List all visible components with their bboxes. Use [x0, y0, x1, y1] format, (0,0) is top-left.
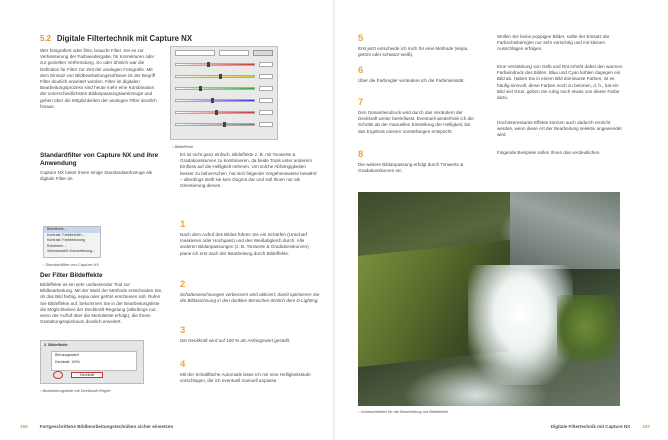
menu-item: Kolorieren… — [47, 243, 67, 248]
step-number: 1 — [180, 219, 186, 230]
yellow-slider — [175, 75, 255, 78]
section-title: Digitale Filtertechnik mit Capture NX — [56, 34, 193, 43]
bearbeitungsliste-screenshot — [40, 340, 144, 384]
step-number: 4 — [180, 359, 186, 370]
red-slider — [175, 63, 255, 66]
intro-paragraph: Wer fotografiert oder filmt, braucht Filter. Sei es zur Verbesserung der Farbwiedergabe, für Korrekturen oder zur gezielten Verfremdung. So oder ähnlich war die Definition für Filter zur Zeit der analogen Fotografie. Mit dem Einsatz von Bildbearbeitungssoftware ist der Begriff Filter deutlich erweitert worden. Filter im digitalen Bearbeitungsprozess sind heute mehr eine Kombination der unterschiedlichsten Bildanpassungswerkzeuge und gehen über die Möglichkeiten der analogen Filter deutlich hinaus. — [40, 48, 157, 109]
menu-caption: ▪ Standardfilter von Capture NX — [43, 262, 99, 267]
filter-menu-screenshot — [43, 226, 101, 258]
magenta-slider — [175, 111, 255, 114]
brightness-slider — [175, 123, 255, 126]
step-text: Nach dem Aufruf des Bildes führen Sie ein Schärfen (Unscharf maskieren oder Hochpass) und des Weißabgleich durch. Alle anderen Bildanpassungen (z. B. Tonwerte & Gradationskurven) plane ich erst nach der Bearbeitung durch Bildeffekte. — [180, 232, 309, 256]
step-number: 3 — [180, 325, 186, 336]
section-heading — [40, 34, 192, 43]
right-column-paragraph: Hochinteressante Effekte können auch dadurch erreicht werden, wenn diese Art der Bearbeitung selektiv angewendet wird. — [497, 120, 622, 138]
method-select — [175, 50, 215, 56]
mid-paragraph: Es ist nicht ganz einfach, Bildeffekte z. B. mit Tonwerte & Gradationskurven zu kombinieren, da beide Tools unter anderem Einfluss auf die Helligkeit nehmen. Um solche Abhängigkeiten besser zu beherrschen, hat sich folgende Vorgehensweise bewährt – allerdings stellt sie kein Dogma dar und soll Ihnen nur als Orientierung dienen. — [180, 152, 317, 189]
preset-select — [219, 50, 249, 56]
menu-item: Kontrast: Farbbetonung — [47, 238, 85, 243]
left-footer — [20, 424, 173, 429]
heading-bildeffekte: Der Filter Bildeffekte — [40, 272, 103, 279]
page-number: 157 — [642, 424, 650, 429]
step-text: Mit der Schaltfläche Automatik lasse ich mir eine Helligkeitsstufe vorschlagen, die ich eventuell manuell anpasse. — [180, 372, 311, 384]
panel-caption: ▪ Bearbeitungsliste mit Deckkraft-Regler — [40, 388, 111, 393]
standardfilter-text: Capture NX bietet Ihnen einige Standardwerkzeuge als digitale Filter an. — [40, 170, 153, 182]
deckkraft-dropdown: Deckkraft — [71, 372, 103, 378]
highlight-circle — [53, 371, 63, 379]
panel-item: Bild ausgewählt — [55, 353, 79, 357]
menu-item: Kontrast: Farbbereich… — [47, 232, 86, 237]
step-text: Erst jetzt entscheide ich mich für eine Methode (sepia, getönt oder schwarz-weiß). — [358, 46, 469, 58]
right-column-paragraph: Folgende Beispiele sollen Ihnen das verdeutlichen. — [497, 150, 601, 155]
page-gutter — [333, 0, 335, 440]
green-slider — [175, 87, 255, 90]
menu-item: Schwarzweiß-Konvertierung… — [47, 249, 96, 254]
waterfall-photo — [358, 192, 620, 406]
photo-caption: ▪ Unbearbeitetet für die Bearbeitung mit Bildeffekte — [358, 409, 448, 414]
panel-title: 2. Bildeffekte — [44, 343, 68, 347]
step-number: 6 — [358, 65, 364, 76]
right-column-paragraph: Wollen Sie keine poppigen Bilder, sollte der Einsatz der Farbschieberegler nur sehr vorsichtig und mit kleinen Ausschlägen erfolgen. — [497, 34, 610, 52]
step-number: 2 — [180, 279, 186, 290]
step-text: Über die Farbregler verändere ich die Farbintensität. — [358, 78, 465, 83]
step-number: 5 — [358, 33, 364, 44]
heading-standardfilter: Standardfilter von Capture NX und ihre Anwendung — [40, 152, 159, 167]
step-text: Die weitere Bildanpassung erfolgt durch Tonwerte & Gradationskurven etc. — [358, 162, 464, 174]
bildeffekte-dialog-screenshot — [170, 46, 278, 140]
right-footer — [551, 424, 650, 429]
panel-item: Deckkraft: 100% — [55, 360, 80, 364]
blue-slider — [175, 99, 255, 102]
running-title: Fortgeschrittene Bildbearbeitungstechniken sicher einsetzen — [39, 424, 174, 429]
auto-button — [253, 50, 273, 56]
running-title: Digitale Filtertechnik mit Capture NX — [550, 424, 631, 429]
bildeffekte-text: Bildeffekte ist ein sehr umfassender Tool zur Bildbearbeitung. Mit der Wahl der Methode entscheiden Sie, ob das Bild farbig, sepia oder getönt erscheinen soll. Rufen Sie Bildeffekte auf, bekommen Sie in der Bearbeitungsliste die Möglichkeiten der Deckkraft-Regelung (allerdings nur, wenn der Aufruf über die Menüleiste erfolgt), die Ihnen Gestaltungsspielraum deutlich erweitert. — [40, 282, 163, 325]
step-text: Den Gesamteindruck wird durch das Verändern der Deckkraft weiter beeinflusst. Eventuell wiederhole ich die Schritte ab der manuellen Einstellung der Helligkeit, bis das Ergebnis meinen Vorstellungen entspricht. — [358, 110, 474, 134]
step-number: 7 — [358, 97, 364, 108]
step-text: Die Deckkraft wird auf 100 % als Anfangswert gestellt. — [180, 338, 291, 343]
dialog-caption: ▪ Bildeffekte — [172, 144, 193, 149]
step-number: 8 — [358, 149, 364, 160]
page-number: 156 — [20, 424, 28, 429]
step-text: Schattenzeichnungen verbessern wird aktiviert, damit optimieren Sie die Bildzeichnung in den dunklen Bereichen ähnlich dem D-Lighting. — [180, 292, 320, 304]
section-number: 5.2 — [40, 34, 51, 43]
menu-item: Bildeffekte… — [44, 227, 100, 233]
right-column-paragraph: Eine Verstärkung von Gelb und Rot erhöht dabei den warmen Farbeindruck des Bildes. Blau und Cyan kühlen dagegen ein Bild ab. Haben Sie in einem Bild dominante Farben, ist es häufig sinnvoll, diese Farben noch zu betonen, d. h., hat ein Bild viel Grün, geben Sie ruhig noch etwas von dieser Farbe dazu. — [497, 64, 623, 101]
